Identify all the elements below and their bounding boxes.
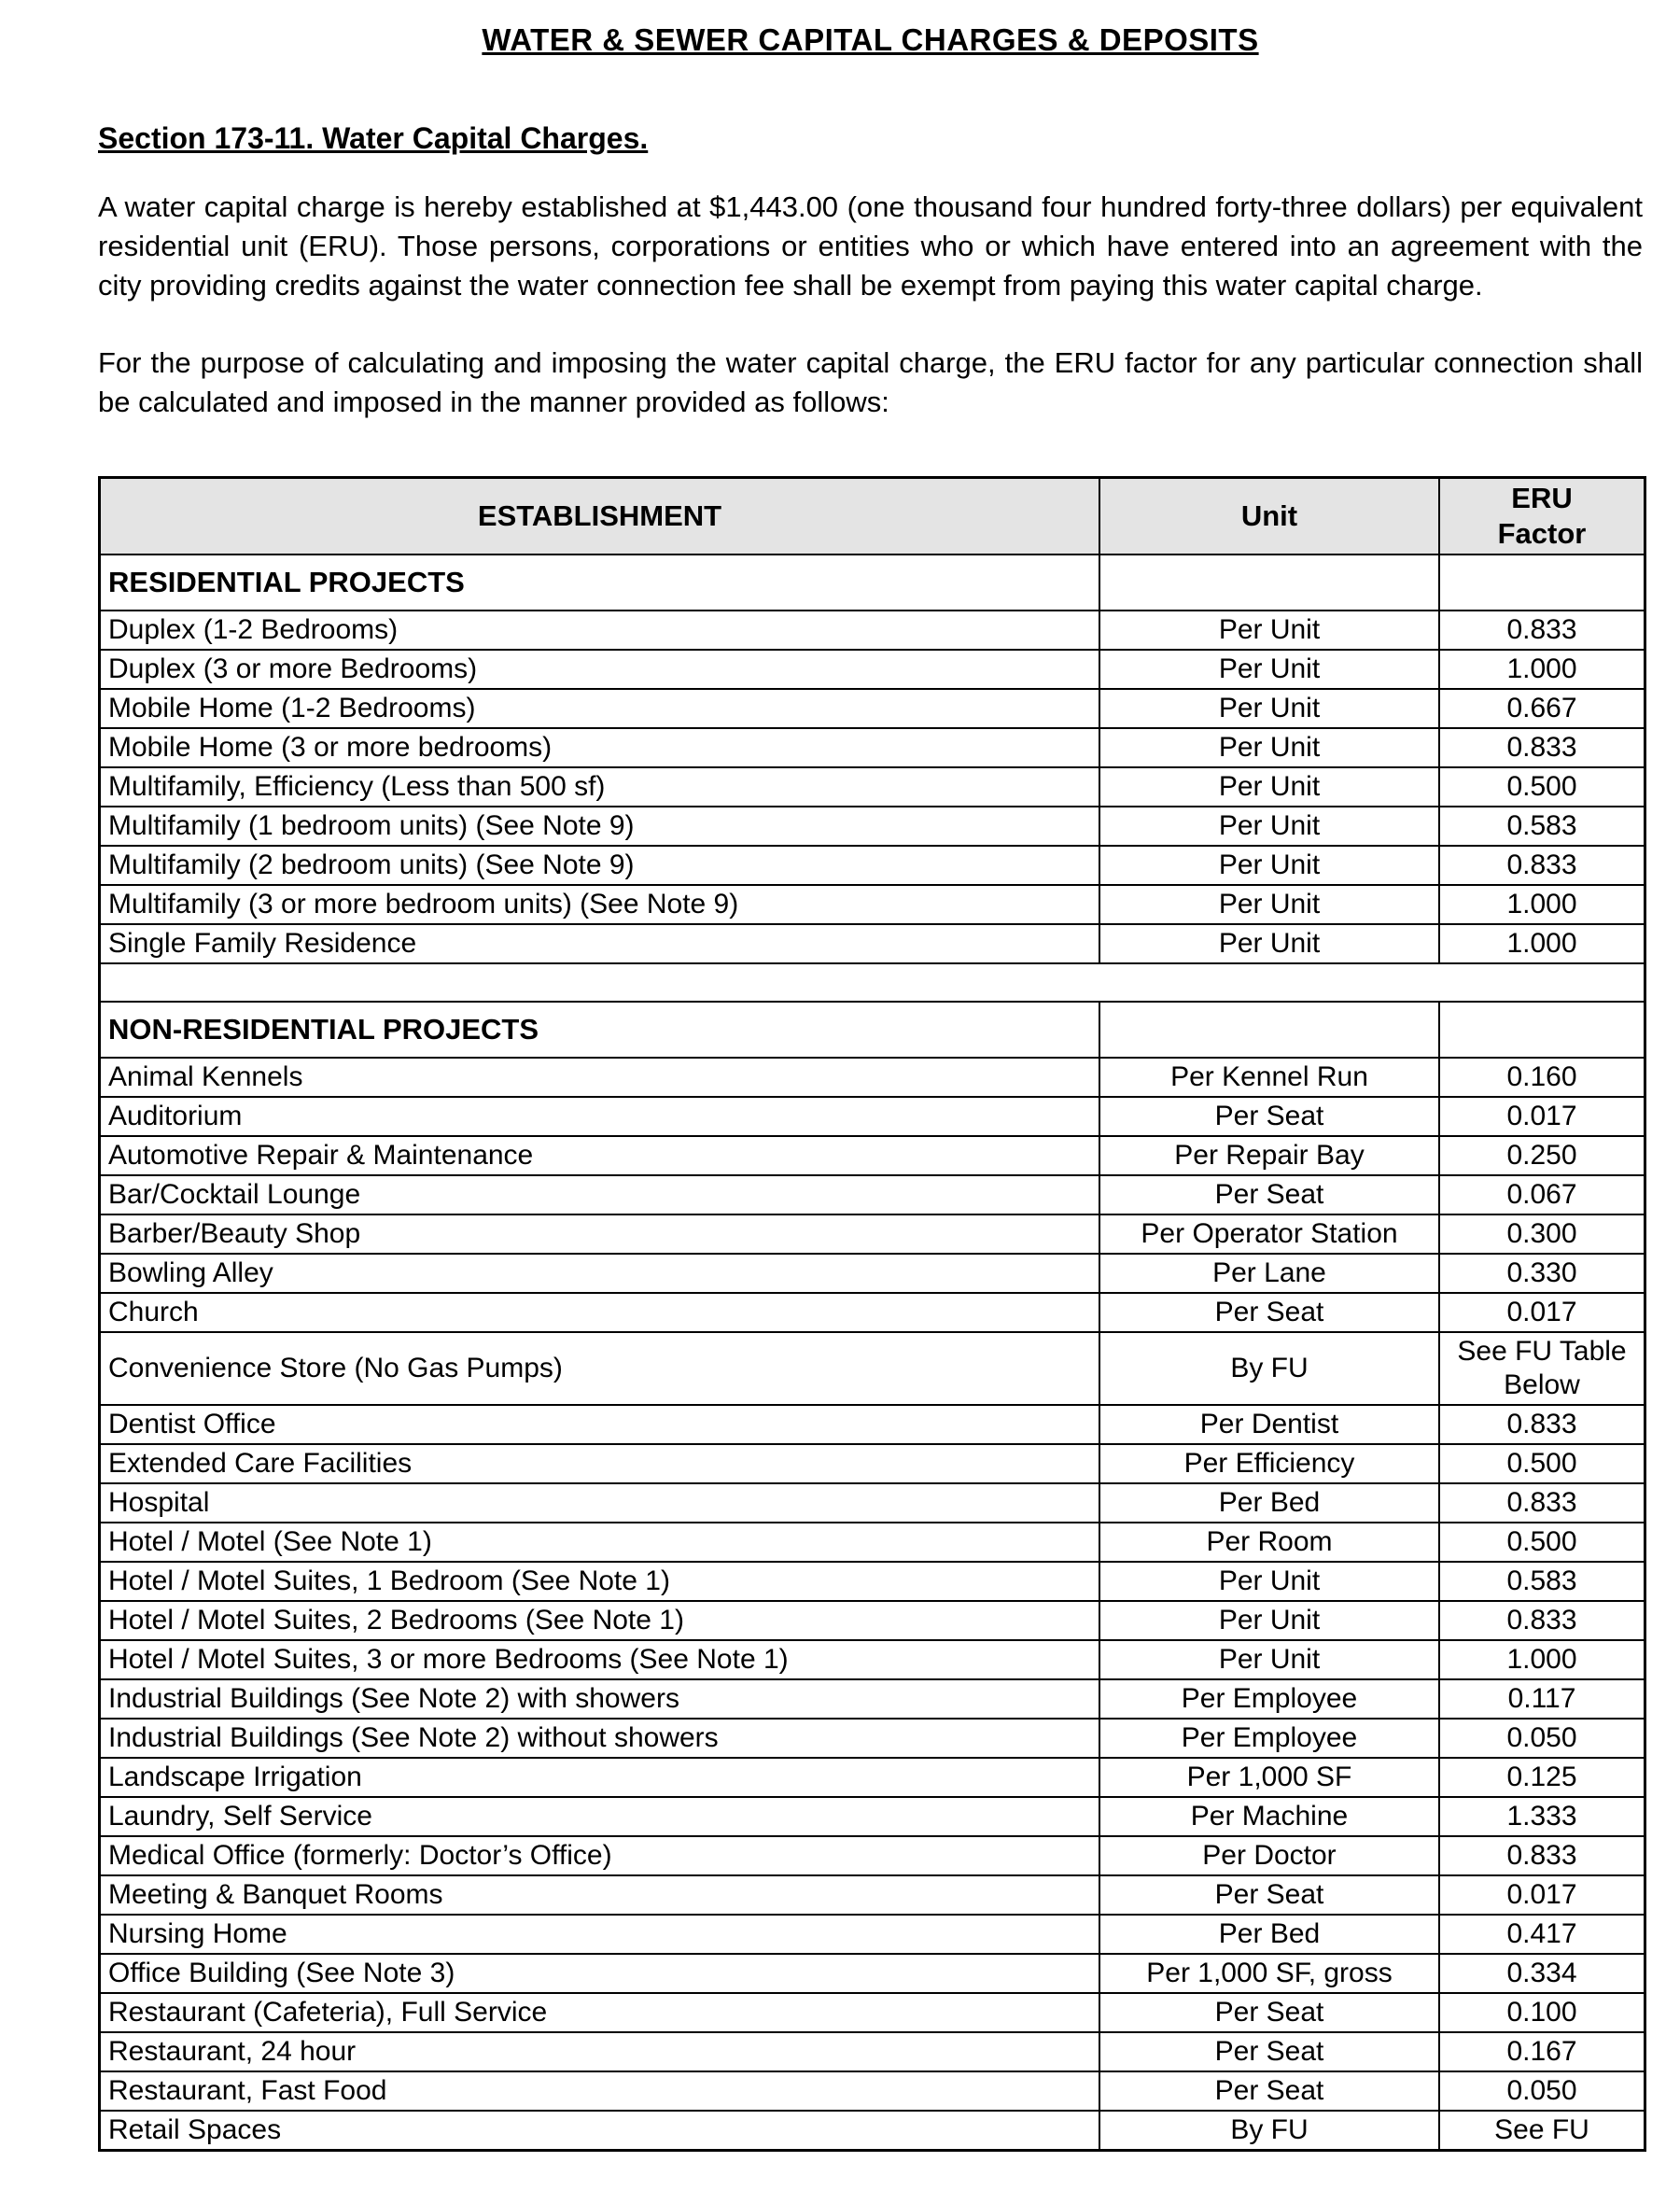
table-row — [100, 1875, 1645, 1915]
eru-factor-cell: 0.667 — [1439, 689, 1645, 728]
unit-cell: Per Seat — [1099, 1175, 1439, 1214]
establishment-cell: Barber/Beauty Shop — [100, 1214, 1099, 1254]
table-row — [100, 728, 1645, 767]
eru-factor-cell: 0.017 — [1439, 1097, 1645, 1136]
eru-factor-cell: 0.833 — [1439, 846, 1645, 885]
table-row — [100, 1444, 1645, 1483]
unit-cell: Per 1,000 SF — [1099, 1758, 1439, 1797]
table-row — [100, 1293, 1645, 1332]
eru-factor-cell: 0.167 — [1439, 2032, 1645, 2071]
table-row — [100, 1719, 1645, 1758]
unit-cell-empty — [1099, 555, 1439, 611]
table-spacer-row — [100, 963, 1645, 1002]
eru-factor-cell: 1.333 — [1439, 1797, 1645, 1836]
unit-cell: By FU — [1099, 1332, 1439, 1405]
eru-factor-cell: 0.017 — [1439, 1875, 1645, 1915]
unit-cell: Per Unit — [1099, 611, 1439, 650]
eru-factor-cell: 0.583 — [1439, 1562, 1645, 1601]
establishment-cell: Hospital — [100, 1483, 1099, 1523]
table-row — [100, 650, 1645, 689]
eru-factor-cell: 0.125 — [1439, 1758, 1645, 1797]
eru-factor-cell: 1.000 — [1439, 885, 1645, 924]
unit-cell: Per Lane — [1099, 1254, 1439, 1293]
unit-cell: Per Seat — [1099, 1097, 1439, 1136]
eru-factor-cell: See FU — [1439, 2111, 1645, 2150]
table-row — [100, 1523, 1645, 1562]
section-label-cell: RESIDENTIAL PROJECTS — [100, 555, 1099, 611]
eru-factor-cell: 1.000 — [1439, 650, 1645, 689]
table-row — [100, 2032, 1645, 2071]
table-row — [100, 1836, 1645, 1875]
unit-cell: Per Seat — [1099, 1875, 1439, 1915]
table-section-header-row — [100, 1002, 1645, 1058]
table-row — [100, 1332, 1645, 1405]
table-row — [100, 846, 1645, 885]
eru-factor-cell: 0.160 — [1439, 1058, 1645, 1097]
eru-factor-cell: 0.250 — [1439, 1136, 1645, 1175]
unit-cell: Per Unit — [1099, 846, 1439, 885]
eru-factor-cell: 0.833 — [1439, 1483, 1645, 1523]
establishment-cell: Mobile Home (3 or more bedrooms) — [100, 728, 1099, 767]
charges-table-body — [100, 555, 1645, 2150]
unit-cell: Per Unit — [1099, 1601, 1439, 1640]
establishment-cell: Bar/Cocktail Lounge — [100, 1175, 1099, 1214]
col-header-unit: Unit — [1099, 478, 1439, 555]
unit-cell: Per Employee — [1099, 1719, 1439, 1758]
eru-factor-cell: 0.117 — [1439, 1679, 1645, 1719]
unit-cell: Per Unit — [1099, 767, 1439, 807]
table-row — [100, 1058, 1645, 1097]
establishment-cell: Medical Office (formerly: Doctor’s Office) — [100, 1836, 1099, 1875]
eru-factor-cell: 1.000 — [1439, 1640, 1645, 1679]
table-row — [100, 2071, 1645, 2111]
eru-factor-cell: 0.583 — [1439, 807, 1645, 846]
unit-cell: Per Seat — [1099, 2071, 1439, 2111]
table-row — [100, 885, 1645, 924]
table-row — [100, 767, 1645, 807]
establishment-cell: Landscape Irrigation — [100, 1758, 1099, 1797]
table-row — [100, 1797, 1645, 1836]
table-row — [100, 924, 1645, 963]
eru-factor-cell: 0.050 — [1439, 2071, 1645, 2111]
table-row — [100, 1562, 1645, 1601]
eru-factor-cell: 0.017 — [1439, 1293, 1645, 1332]
eru-factor-cell: 0.334 — [1439, 1954, 1645, 1993]
establishment-cell: Hotel / Motel (See Note 1) — [100, 1523, 1099, 1562]
table-row — [100, 1915, 1645, 1954]
eru-factor-cell: 0.833 — [1439, 1601, 1645, 1640]
unit-cell: Per Unit — [1099, 807, 1439, 846]
unit-cell: Per Unit — [1099, 1562, 1439, 1601]
establishment-cell: Multifamily, Efficiency (Less than 500 sf) — [100, 767, 1099, 807]
table-header — [100, 478, 1645, 555]
unit-cell-empty — [1099, 1002, 1439, 1058]
establishment-cell: Bowling Alley — [100, 1254, 1099, 1293]
col-header-eru-factor — [1439, 478, 1645, 555]
eru-factor-cell: 0.100 — [1439, 1993, 1645, 2032]
col-header-eru-line2: Factor — [1497, 517, 1587, 550]
table-row — [100, 1136, 1645, 1175]
paragraph-eru-factor: For the purpose of calculating and imposing the water capital charge, the ERU factor for any particular connection shall be calculated and imposed in the manner provided as follows: — [98, 346, 1643, 418]
eru-factor-cell: 0.067 — [1439, 1175, 1645, 1214]
unit-cell: Per Efficiency — [1099, 1444, 1439, 1483]
eru-cell-empty — [1439, 1002, 1645, 1058]
eru-factor-cell: 0.330 — [1439, 1254, 1645, 1293]
eru-factor-table — [98, 476, 1646, 2152]
eru-factor-cell: 0.050 — [1439, 1719, 1645, 1758]
unit-cell: Per Unit — [1099, 1640, 1439, 1679]
establishment-cell: Duplex (1-2 Bedrooms) — [100, 611, 1099, 650]
establishment-cell: Church — [100, 1293, 1099, 1332]
unit-cell: Per Bed — [1099, 1915, 1439, 1954]
unit-cell: Per Unit — [1099, 689, 1439, 728]
establishment-cell: Mobile Home (1-2 Bedrooms) — [100, 689, 1099, 728]
eru-factor-cell: 0.417 — [1439, 1915, 1645, 1954]
table-row — [100, 1954, 1645, 1993]
establishment-cell: Office Building (See Note 3) — [100, 1954, 1099, 1993]
establishment-cell: Retail Spaces — [100, 2111, 1099, 2150]
establishment-cell: Restaurant, Fast Food — [100, 2071, 1099, 2111]
section-label-cell: NON-RESIDENTIAL PROJECTS — [100, 1002, 1099, 1058]
unit-cell: Per Machine — [1099, 1797, 1439, 1836]
table-row — [100, 1405, 1645, 1444]
unit-cell: Per 1,000 SF, gross — [1099, 1954, 1439, 1993]
unit-cell: Per Employee — [1099, 1679, 1439, 1719]
unit-cell: Per Bed — [1099, 1483, 1439, 1523]
unit-cell: Per Kennel Run — [1099, 1058, 1439, 1097]
col-header-establishment: ESTABLISHMENT — [100, 478, 1099, 555]
establishment-cell: Automotive Repair & Maintenance — [100, 1136, 1099, 1175]
eru-factor-cell: 0.500 — [1439, 1523, 1645, 1562]
establishment-cell: Multifamily (1 bedroom units) (See Note 9) — [100, 807, 1099, 846]
establishment-cell: Dentist Office — [100, 1405, 1099, 1444]
eru-factor-cell: 0.500 — [1439, 1444, 1645, 1483]
unit-cell: Per Unit — [1099, 728, 1439, 767]
eru-factor-cell: See FU Table Below — [1439, 1332, 1645, 1405]
table-row — [100, 1097, 1645, 1136]
establishment-cell: Multifamily (2 bedroom units) (See Note 9) — [100, 846, 1099, 885]
establishment-cell: Single Family Residence — [100, 924, 1099, 963]
establishment-cell: Hotel / Motel Suites, 1 Bedroom (See Note 1) — [100, 1562, 1099, 1601]
unit-cell: Per Seat — [1099, 1993, 1439, 2032]
eru-cell-empty — [1439, 555, 1645, 611]
unit-cell: Per Doctor — [1099, 1836, 1439, 1875]
eru-factor-cell: 0.833 — [1439, 1836, 1645, 1875]
table-section-header-row — [100, 555, 1645, 611]
table-row — [100, 1214, 1645, 1254]
establishment-cell: Nursing Home — [100, 1915, 1099, 1954]
establishment-cell: Animal Kennels — [100, 1058, 1099, 1097]
paragraph-water-capital-charge: A water capital charge is hereby established at $1,443.00 (one thousand four hundred forty-three dollars) per equivalent residential unit (ERU). Those persons, corporations or entities who or which have entered into an agreement with the city providing credits against the water connection fee shall be exempt from paying this water capital charge. — [98, 190, 1643, 302]
establishment-cell: Duplex (3 or more Bedrooms) — [100, 650, 1099, 689]
table-header-row — [100, 478, 1645, 555]
establishment-cell: Meeting & Banquet Rooms — [100, 1875, 1099, 1915]
establishment-cell: Industrial Buildings (See Note 2) without showers — [100, 1719, 1099, 1758]
establishment-cell: Convenience Store (No Gas Pumps) — [100, 1332, 1099, 1405]
unit-cell: Per Unit — [1099, 650, 1439, 689]
table-row — [100, 807, 1645, 846]
eru-factor-cell: 1.000 — [1439, 924, 1645, 963]
unit-cell: Per Seat — [1099, 1293, 1439, 1332]
col-header-eru-line1: ERU — [1511, 482, 1573, 514]
establishment-cell: Hotel / Motel Suites, 2 Bedrooms (See Note 1) — [100, 1601, 1099, 1640]
eru-factor-cell: 0.833 — [1439, 1405, 1645, 1444]
unit-cell: Per Dentist — [1099, 1405, 1439, 1444]
unit-cell: Per Seat — [1099, 2032, 1439, 2071]
table-row — [100, 1483, 1645, 1523]
table-row — [100, 611, 1645, 650]
page-title: WATER & SEWER CAPITAL CHARGES & DEPOSITS — [482, 22, 1259, 57]
establishment-cell: Industrial Buildings (See Note 2) with showers — [100, 1679, 1099, 1719]
eru-factor-cell: 0.300 — [1439, 1214, 1645, 1254]
unit-cell: Per Repair Bay — [1099, 1136, 1439, 1175]
unit-cell: Per Operator Station — [1099, 1214, 1439, 1254]
table-row — [100, 1758, 1645, 1797]
establishment-cell: Auditorium — [100, 1097, 1099, 1136]
unit-cell: Per Room — [1099, 1523, 1439, 1562]
table-row — [100, 689, 1645, 728]
spacer-cell — [100, 963, 1645, 1002]
table-row — [100, 1993, 1645, 2032]
unit-cell: By FU — [1099, 2111, 1439, 2150]
establishment-cell: Restaurant (Cafeteria), Full Service — [100, 1993, 1099, 2032]
establishment-cell: Hotel / Motel Suites, 3 or more Bedrooms (See Note 1) — [100, 1640, 1099, 1679]
establishment-cell: Laundry, Self Service — [100, 1797, 1099, 1836]
table-row — [100, 1175, 1645, 1214]
establishment-cell: Multifamily (3 or more bedroom units) (See Note 9) — [100, 885, 1099, 924]
section-heading: Section 173-11. Water Capital Charges. — [98, 121, 649, 155]
establishment-cell: Extended Care Facilities — [100, 1444, 1099, 1483]
table-row — [100, 1679, 1645, 1719]
unit-cell: Per Unit — [1099, 885, 1439, 924]
eru-factor-cell: 0.833 — [1439, 728, 1645, 767]
table-row — [100, 1640, 1645, 1679]
establishment-cell: Restaurant, 24 hour — [100, 2032, 1099, 2071]
unit-cell: Per Unit — [1099, 924, 1439, 963]
table-row — [100, 1254, 1645, 1293]
table-row — [100, 1601, 1645, 1640]
eru-factor-cell: 0.833 — [1439, 611, 1645, 650]
eru-factor-cell: 0.500 — [1439, 767, 1645, 807]
table-row — [100, 2111, 1645, 2150]
